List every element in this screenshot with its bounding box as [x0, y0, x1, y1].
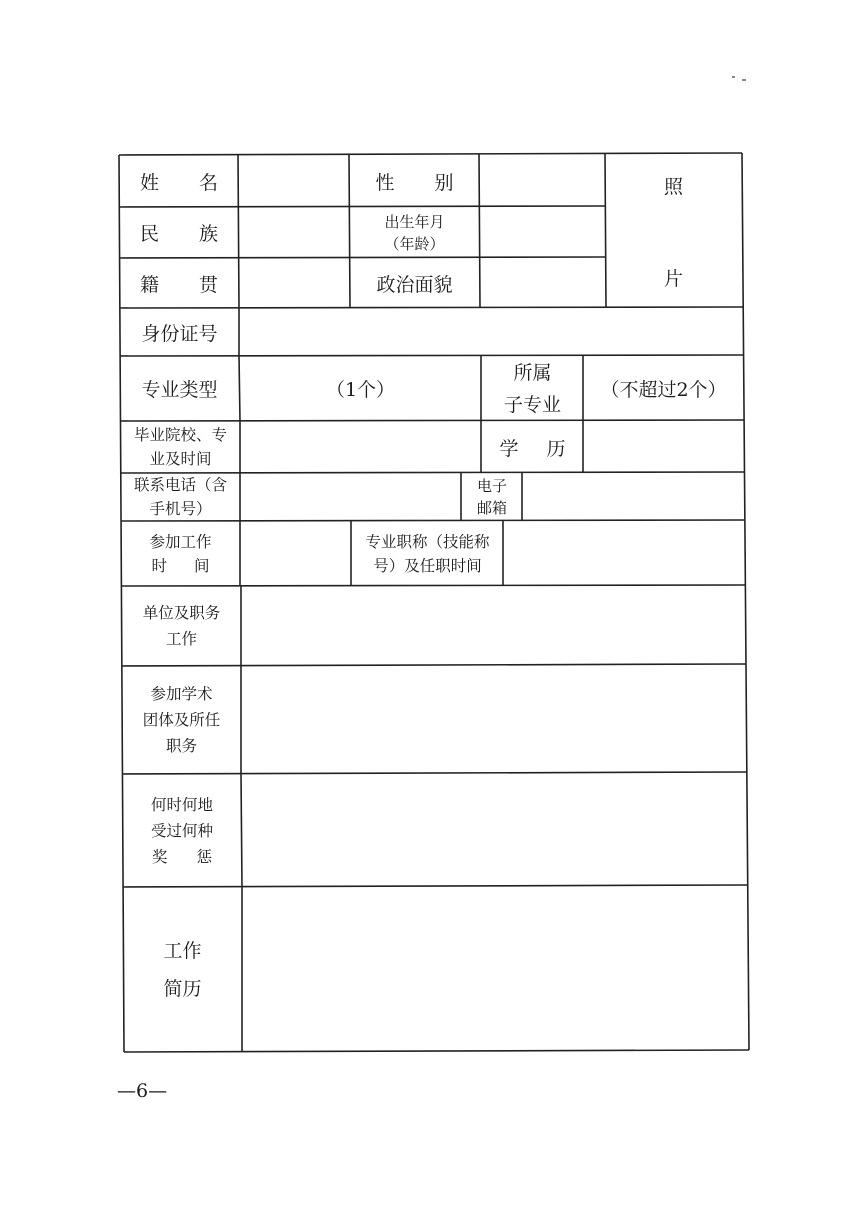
- photo-label-bottom: 片: [664, 268, 684, 290]
- work-start-field[interactable]: [241, 521, 351, 586]
- id-number-label: 身份证号: [141, 322, 218, 345]
- sub-major-label: 所属 子专业: [503, 361, 561, 416]
- id-number-field[interactable]: [240, 308, 742, 356]
- awards-field[interactable]: [243, 774, 747, 887]
- school-field[interactable]: [241, 421, 481, 473]
- unit-label: 单位及职务 工作: [142, 604, 221, 648]
- resume-field[interactable]: [243, 887, 748, 1050]
- academic-field[interactable]: [242, 666, 746, 774]
- photo-label-top: 照: [664, 176, 684, 198]
- gender-label: 性 别: [375, 172, 454, 194]
- gender-field[interactable]: [481, 156, 605, 207]
- scan-speck: [732, 76, 735, 78]
- phone-field[interactable]: [241, 473, 461, 521]
- title-label: 专业职称（技能称 号）及任职时间: [365, 532, 490, 575]
- birth-field[interactable]: [481, 207, 605, 258]
- name-field[interactable]: [240, 156, 349, 207]
- political-status-field[interactable]: [481, 258, 605, 308]
- scan-speck: [742, 79, 746, 81]
- education-label: 学 历: [499, 437, 566, 460]
- email-label: 电子 邮箱: [476, 477, 507, 517]
- ethnicity-field[interactable]: [240, 207, 349, 258]
- political-status-label: 政治面貌: [376, 273, 453, 296]
- name-label: 姓 名: [140, 172, 218, 194]
- sub-major-field[interactable]: （不超过2个）: [600, 379, 727, 401]
- academic-label: 参加学术 团体及所任 职务: [142, 685, 221, 755]
- email-field[interactable]: [523, 473, 744, 521]
- phone-label: 联系电话（含 手机号）: [133, 476, 227, 518]
- awards-label: 何时何地 受过何种 奖 惩: [150, 795, 213, 866]
- major-type-field[interactable]: （1个）: [325, 379, 396, 401]
- school-label: 毕业院校、专 业及时间: [133, 426, 227, 468]
- unit-field[interactable]: [242, 586, 745, 666]
- resume-label: 工作 简历: [163, 939, 202, 1000]
- major-type-label: 专业类型: [141, 379, 218, 401]
- work-start-label: 参加工作 时 间: [149, 532, 212, 575]
- native-place-label: 籍 贯: [140, 273, 218, 296]
- ethnicity-label: 民 族: [140, 223, 218, 245]
- title-field[interactable]: [504, 521, 744, 586]
- page-number: —6—: [117, 1080, 168, 1102]
- birth-label: 出生年月 （年龄）: [384, 212, 445, 253]
- photo-box[interactable]: [606, 154, 742, 307]
- native-place-field[interactable]: [240, 258, 349, 308]
- education-field[interactable]: [584, 421, 744, 473]
